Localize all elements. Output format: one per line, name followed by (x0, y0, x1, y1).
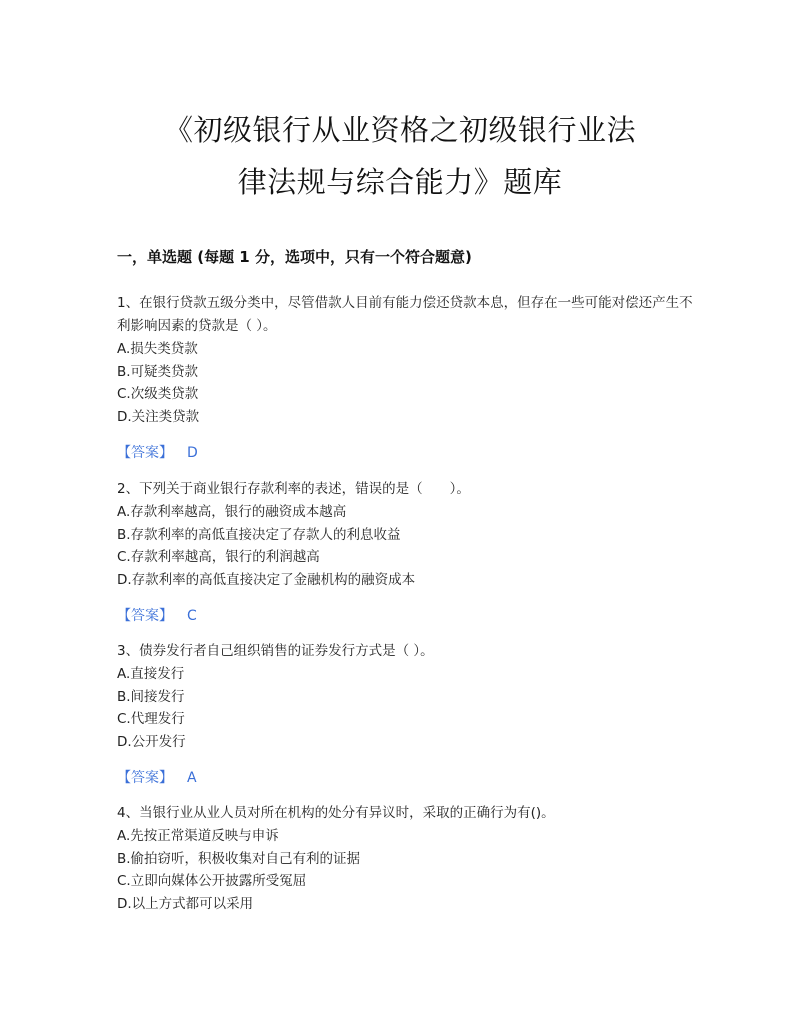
answer-value: D (187, 445, 198, 461)
answer-value: A (187, 770, 197, 786)
option-c: C.立即向媒体公开披露所受冤屈 (117, 873, 307, 889)
option-b: B.偷拍窃听，积极收集对自己有利的证据 (117, 850, 361, 867)
option-a: A.直接发行 (117, 666, 185, 682)
answer-value: C (187, 608, 197, 624)
question-text: 3、债券发行者自己组织销售的证券发行方式是（ ）。 (117, 643, 434, 659)
answer-label: 【答案】 (117, 770, 173, 786)
option-b: B.存款利率的高低直接决定了存款人的利息收益 (117, 526, 401, 543)
question-3 (117, 640, 697, 789)
option-c: C.存款利率越高，银行的利润越高 (117, 549, 320, 565)
option-b: B.可疑类贷款 (117, 363, 199, 380)
option-a: A.损失类贷款 (117, 341, 198, 357)
question-text: 4、当银行业从业人员对所在机构的处分有异议时，采取的正确行为有()。 (117, 805, 555, 821)
answer-line (117, 442, 697, 464)
option-b: B.间接发行 (117, 688, 185, 705)
answer-label: 【答案】 (117, 608, 173, 624)
question-1 (117, 292, 697, 464)
question-text: 2、下列关于商业银行存款利率的表述，错误的是（ ）。 (117, 481, 470, 497)
option-c: C.代理发行 (117, 711, 185, 727)
option-d: D.以上方式都可以采用 (117, 895, 254, 912)
option-a: A.先按正常渠道反映与申诉 (117, 828, 279, 844)
section-heading: 一，单选题 (每题 1 分，选项中，只有一个符合题意) (117, 248, 472, 266)
option-c: C.次级类贷款 (117, 386, 199, 402)
question-4 (117, 802, 697, 915)
question-2 (117, 478, 697, 627)
title-line-1: 《初级银行从业资格之初级银行业法 (163, 113, 636, 147)
option-d: D.存款利率的高低直接决定了金融机构的融资成本 (117, 571, 416, 588)
answer-label: 【答案】 (117, 445, 173, 461)
answer-line (117, 767, 697, 789)
option-d: D.关注类贷款 (117, 408, 200, 425)
answer-line (117, 605, 697, 627)
option-d: D.公开发行 (117, 733, 186, 750)
question-text: 1、在银行贷款五级分类中，尽管借款人目前有能力偿还贷款本息，但存在一些可能对偿还产生不利影响因素的贷款是（ ）。 (117, 295, 693, 334)
document-title (100, 104, 700, 208)
option-a: A.存款利率越高，银行的融资成本越高 (117, 504, 347, 520)
title-line-2: 律法规与综合能力》题库 (237, 165, 563, 199)
